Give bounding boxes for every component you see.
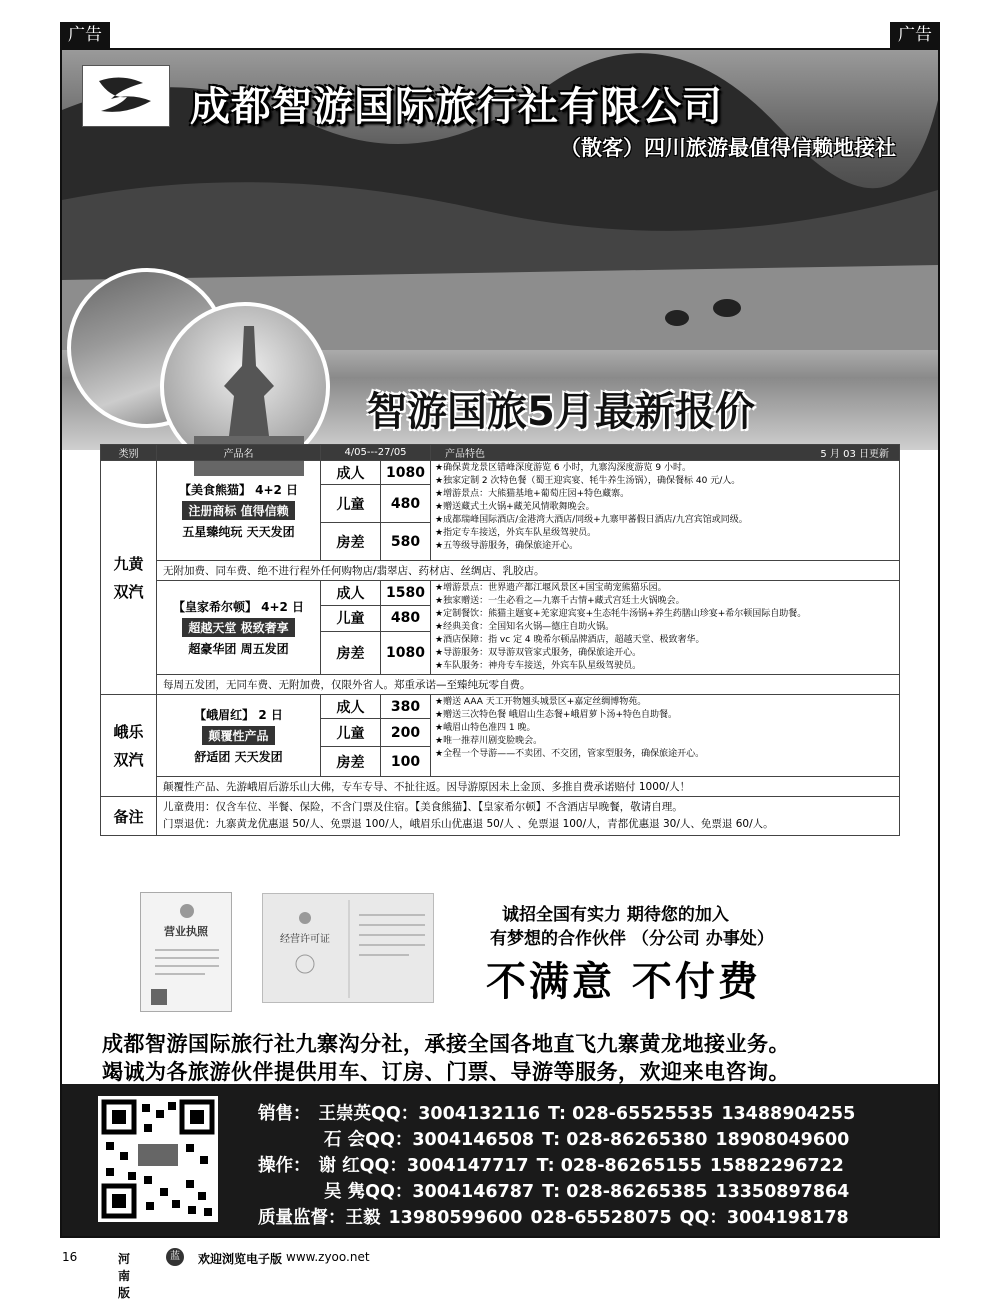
feature-line: ★独家赠送：一生必看之—九寨千古情+藏式宫廷土火锅晚会。 — [435, 596, 685, 606]
price-value: 100 — [381, 747, 431, 777]
business-license-image — [140, 892, 232, 1012]
edition-badge: 蓝 — [166, 1248, 184, 1266]
price-label: 房差 — [321, 523, 381, 561]
price-value: 1080 — [381, 632, 431, 675]
page-number: 16 — [62, 1250, 78, 1264]
service-text-2: 竭诚为各旅游伙伴提供用车、订房、门票、导游等服务，欢迎来电咨询。 — [102, 1060, 790, 1084]
edition-label: 河南版 — [118, 1252, 131, 1300]
product-cell — [157, 461, 321, 561]
contact-row — [258, 1152, 852, 1177]
remark-line: 儿童费用：仅含车位、半餐、保险，不含门票及住宿。【美食熊猫】、【皇家希尔顿】不含酒店早晚餐，敬请自理。 — [163, 801, 683, 813]
price-label: 成人 — [321, 581, 381, 606]
feature-line: ★赠送藏式土火锅+藏羌风情歌舞晚会。 — [435, 502, 595, 512]
contact-name: 王毅 — [345, 1208, 381, 1228]
price-value: 1080 — [381, 461, 431, 485]
header-period: 4/05---27/05 — [321, 445, 431, 461]
price-value: 480 — [381, 485, 431, 523]
contact-qq: 13980599600 — [388, 1208, 523, 1228]
service-text-1: 成都智游国际旅行社九寨沟分社，承接全国各地直飞九寨黄龙地接业务。 — [102, 1032, 790, 1056]
ad-label-left: 广告 — [60, 22, 110, 48]
price-value: 580 — [381, 523, 431, 561]
product-sub: 超豪华团 周五发团 — [188, 642, 289, 656]
feature-line: ★车队服务：神舟专车接送，外宾车队星级驾驶员。 — [435, 661, 642, 671]
qr-code-icon[interactable] — [98, 1096, 218, 1222]
hero-title: 智游国旅5月最新报价 — [367, 389, 755, 435]
product-name: 【皇家希尔顿】 4+2 日 — [172, 600, 305, 614]
contact-role: 操作： — [258, 1156, 311, 1176]
feature-line: ★经典美食：全国知名火锅—德庄自助火锅。 — [435, 622, 615, 632]
price-label: 成人 — [321, 461, 381, 485]
price-label: 房差 — [321, 632, 381, 675]
header-features-label: 产品特色 — [445, 449, 485, 460]
contact-tel: 028-65528075 — [530, 1208, 672, 1228]
company-name: 成都智游国际旅行社有限公司 — [190, 84, 723, 130]
contact-row — [258, 1100, 863, 1125]
feature-line: ★成都瑞峰国际酒店/金港湾大酒店/同级+九寨甲蕃假日酒店/九宫宾馆或同级。 — [435, 515, 748, 525]
header-product: 产品名 — [157, 445, 321, 461]
features-cell — [431, 461, 900, 561]
permit-lines-icon — [263, 894, 435, 1004]
ad-label-right: 广告 — [890, 22, 940, 48]
remark-cell — [157, 797, 900, 836]
feature-line: ★唯一推荐川剧变脸晚会。 — [435, 736, 543, 746]
price-value: 200 — [381, 719, 431, 747]
product-cell — [157, 581, 321, 675]
price-label: 成人 — [321, 695, 381, 719]
product-cell — [157, 695, 321, 777]
price-table — [100, 444, 900, 836]
product-name: 【峨眉红】 2 日 — [194, 708, 283, 722]
product-badge: 超越天堂 极致奢享 — [182, 618, 294, 637]
operating-permit-image — [262, 893, 434, 1003]
feature-line: ★确保黄龙景区错峰深度游览 6 小时，九寨沟深度游览 9 小时。 — [435, 463, 691, 473]
price-label: 房差 — [321, 747, 381, 777]
feature-line: ★独家定制 2 次特色餐（蜀王迎宾宴、牦牛养生汤锅），确保餐标 40 元/人。 — [435, 476, 741, 486]
product-badge: 颠覆性产品 — [202, 726, 274, 745]
contact-name: 王崇英 — [318, 1104, 371, 1124]
contact-mobile: 13350897864 — [715, 1182, 850, 1202]
website-link[interactable]: www.zyoo.net — [286, 1250, 370, 1264]
contact-name: 石 会 — [324, 1130, 366, 1150]
feature-line: ★峨眉山特色准四 1 晚。 — [435, 723, 536, 733]
price-value: 1580 — [381, 581, 431, 606]
feature-line: ★导游服务：双导游双管家式服务，确保旅途开心。 — [435, 648, 642, 658]
feature-line: ★定制餐饮：熊猫主题宴+羌家迎宾宴+生态牦牛汤锅+养生药膳山珍宴+希尔顿国际自助餐。 — [435, 609, 807, 619]
feature-line: ★酒店保障：指 vc 定 4 晚希尔顿品牌酒店，超越天堂、极致奢华。 — [435, 635, 705, 645]
feature-line: ★五等级导游服务，确保旅途开心。 — [435, 541, 579, 551]
product-sub: 舒适团 天天发团 — [194, 750, 283, 764]
header-features — [431, 445, 900, 461]
price-value: 380 — [381, 695, 431, 719]
category-emei: 峨乐双汽 — [101, 695, 157, 797]
contact-qq: QQ：3004146508 — [365, 1130, 535, 1150]
contact-mobile: QQ：3004198178 — [679, 1208, 849, 1228]
product-note: 无附加费、同车费、绝不进行程外任何购物店/翡翠店、药材店、丝绸店、乳胶店。 — [157, 561, 900, 581]
contact-role: 质量监督： — [258, 1208, 346, 1228]
price-label: 儿童 — [321, 719, 381, 747]
contact-role: 销售： — [258, 1104, 311, 1124]
logo-icon — [91, 71, 161, 121]
contact-tel: T: 028-86265380 — [542, 1130, 708, 1150]
contact-qq: QQ：3004132116 — [371, 1104, 541, 1124]
features-cell — [431, 695, 900, 777]
contact-name: 吴 隽 — [324, 1182, 366, 1202]
hero-banner — [62, 50, 938, 450]
contact-name: 谢 红 — [318, 1156, 360, 1176]
company-logo — [82, 65, 170, 127]
price-value: 480 — [381, 605, 431, 632]
contact-qq: QQ：3004146787 — [365, 1182, 535, 1202]
promise-slogan: 不满意 不付费 — [486, 959, 761, 1005]
contact-tel: T: 028-65525535 — [548, 1104, 714, 1124]
operating-permit-title: 经营许可证 — [280, 934, 330, 945]
table-header — [101, 445, 900, 461]
feature-line: ★赠送三次特色餐 峨眉山生态餐+峨眉萝卜汤+特色自助餐。 — [435, 710, 678, 720]
business-license-title: 营业执照 — [164, 925, 208, 938]
contact-qq: QQ：3004147717 — [359, 1156, 529, 1176]
recruit-line-1: 诚招全国有实力 期待您的加入 — [502, 905, 729, 925]
product-name: 【美食熊猫】 4+2 日 — [178, 483, 299, 497]
remark-label: 备注 — [101, 797, 157, 836]
feature-line: ★增游景点：世界遗产都江堰风景区+国宝萌宠熊猫乐园。 — [435, 583, 667, 593]
company-slogan: （散客）四川旅游最值得信赖地接社 — [560, 136, 896, 160]
remark-line: 门票退优：九寨黄龙优惠退 50/人、免票退 100/人，峨眉乐山优惠退 50/人 、免票退 100/人，青都优惠退 30/人、免票退 60/人。 — [163, 818, 774, 830]
header-updated: 5 月 03 日更新 — [820, 449, 889, 460]
license-lines-icon — [141, 893, 233, 1013]
feature-line: ★指定专车接送，外宾车队星级驾驶员。 — [435, 528, 597, 538]
contact-mobile: 13488904255 — [721, 1104, 856, 1124]
feature-line: ★赠送 AAA 天工开物翘头城景区+嘉定丝绸博物苑。 — [435, 697, 647, 707]
category-jiuhuang: 九黄双汽 — [101, 461, 157, 695]
feature-line: ★全程一个导游——不卖团、不交团，管家型服务，确保旅途开心。 — [435, 749, 705, 759]
contact-tel: T: 028-86265155 — [536, 1156, 702, 1176]
contact-mobile: 15882296722 — [709, 1156, 844, 1176]
contact-row — [316, 1178, 857, 1203]
contact-tel: T: 028-86265385 — [542, 1182, 708, 1202]
welcome-text: 欢迎浏览电子版 — [198, 1252, 283, 1266]
product-note: 每周五发团，无同车费、无附加费，仅限外省人。郑重承诺—至臻纯玩零自费。 — [157, 675, 900, 695]
header-category: 类别 — [101, 445, 157, 461]
contact-panel — [62, 1084, 938, 1236]
contact-row — [258, 1204, 857, 1229]
features-cell — [431, 581, 900, 675]
price-label: 儿童 — [321, 605, 381, 632]
recruit-line-2: 有梦想的合作伙伴 （分公司 办事处） — [490, 929, 774, 949]
price-label: 儿童 — [321, 485, 381, 523]
product-badge: 注册商标 值得信赖 — [182, 501, 294, 520]
contact-mobile: 18908049600 — [715, 1130, 850, 1150]
contact-row — [316, 1126, 857, 1151]
product-note: 颠覆性产品、先游峨眉后游乐山大佛，专车专导、不扯往返。因导游原因未上金顶、多推自费承诺赔付 1000/人！ — [157, 777, 900, 797]
feature-line: ★增游景点：大熊猫基地+葡萄庄园+特色藏寨。 — [435, 489, 630, 499]
product-sub: 五星臻纯玩 天天发团 — [182, 525, 295, 539]
